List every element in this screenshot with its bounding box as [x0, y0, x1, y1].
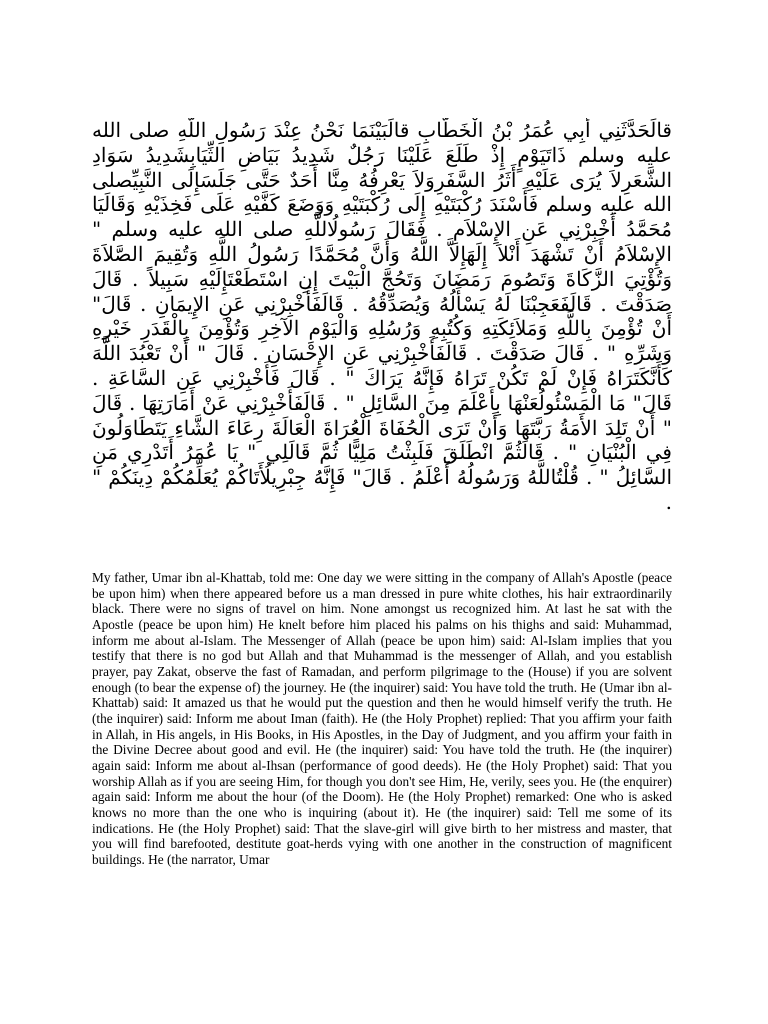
- arabic-hadith-text: قالَحَدَّثَنِي أَبِي عُمَرُ بْنُ الْخَطَّابِ قالَبَيْنَمَا نَحْنُ عِنْدَ رَسُولِ اللَّهِ صلى الله عليه وسلم ذَاتَيَوْمٍ إِذْ طَلَعَ عَلَيْنَا رَجُلٌ شَدِيدُ بَيَاضِ الثِّيَابِشَدِيدُ سَوَادِ الشَّعَرِلاَ يُرَى عَلَيْهِ أَثَرُ السَّفَرِوَلاَ يَعْرِفُهُ مِنَّا أَحَدٌ حَتَّى جَلَسَإِلَى النَّبِيِّصلى الله عليه وسلم فَأَسْنَدَ رُكْبَتَيْهِ إِلَى رُكْبَتَيْهِ وَوَضَعَ كَفَّيْهِ عَلَى فَخِذَيْهِ وَقَالَيَا مُحَمَّدُ أَخْبِرْنِي عَنِ الإِسْلاَمِ . فَقَالَ رَسُولُاللَّهِ صلى الله عليه وسلم " الإِسْلاَمُ أَنْ تَشْهَدَ أَنْلاَ إِلَهَإِلاَّ اللَّهُ وَأَنَّ مُحَمَّدًا رَسُولُ اللَّهِ وَتُقِيمَ الصَّلاَةَ وَتُؤْتِيَ الزَّكَاةَ وَتَصُومَ رَمَضَانَ وَتَحُجَّ الْبَيْتَ إِنِ اسْتَطَعْتَإِلَيْهِ سَبِيلاً . قَالَ صَدَقْتَ . قَالَفَعَجِبْنَا لَهُ يَسْأَلُهُ وَيُصَدِّقُهُ . قَالَفَأَخْبِرْنِي عَنِ الإِيمَانِ . قَالَ" أَنْ تُؤْمِنَ بِاللَّهِ وَمَلاَئِكَتِهِ وَكُتُبِهِ وَرُسُلِهِ وَالْيَوْمِ الآخِرِ وَتُؤْمِنَ بِالْقَدَرِ خَيْرِهِ وَشَرِّهِ " . قَالَ صَدَقْتَ . قَالَفَأَخْبِرْنِي عَنِ الإِحْسَانِ . قَالَ " أَنْ تَعْبُدَ اللَّهَ كَأَنَّكَتَرَاهُ فَإِنْ لَمْ تَكُنْ تَرَاهُ فَإِنَّهُ يَرَاكَ " . قَالَ فَأَخْبِرْنِي عَنِ السَّاعَةِ . قَالَ" مَا الْمَسْئُولُعَنْهَا بِأَعْلَمَ مِنَ السَّائِلِ " . قَالَفَأَخْبِرْنِي عَنْ أَمَارَتِهَا . قَالَ " أَنْ تَلِدَ الأَمَةُ رَبَّتَهَا وَأَنْ تَرَى الْحُفَاةَ الْعُرَاةَ الْعَالَةَ رِعَاءَ الشَّاءِ يَتَطَاوَلُونَ فِي الْبُنْيَانِ " . قَالَثُمَّ انْطَلَقَ فَلَبِثْتُ مَلِيًّا ثُمَّ قَالَلِي " يَا عُمَرُ أَتَدْرِي مَنِ السَّائِلُ " . قُلْتُاللَّهُ وَرَسُولُهُ أَعْلَمُ . قَالَ" فَإِنَّهُ جِبْرِيلُأَتَاكُمْ يُعَلِّمُكُمْ دِينَكُمْ " .: [92, 118, 672, 514]
- english-translation-text: My father, Umar ibn al-Khattab, told me: One day we were sitting in the company of Allah's Apostle (peace be upon him) when there appeared before us a man dressed in pure white clothes, his hair extraordinarily black. There were no signs of travel on him. None amongst us recognized him. At last he sat with the Apostle (peace be upon him) He knelt before him placed his palms on his thighs and said: Muhammad, inform me about al-Islam. The Messenger of Allah (peace be upon him) said: Al-Islam implies that you testify that there is no god but Allah and that Muhammad is the messenger of Allah, and you establish prayer, pay Zakat, observe the fast of Ramadan, and perform pilgrimage to the (House) if you are solvent enough (to bear the expense of) the journey. He (the inquirer) said: You have told the truth. He (Umar ibn al-Khattab) said: It amazed us that he would put the question and then he would himself verify the truth. He (the inquirer) said: Inform me about Iman (faith). He (the Holy Prophet) replied: That you affirm your faith in Allah, in His angels, in His Books, in His Apostles, in the Day of Judgment, and you affirm your faith in the Divine Decree about good and evil. He (the inquirer) said: You have told the truth. He (the inquirer) again said: Inform me about al-Ihsan (performance of good deeds). He (the Holy Prophet) said: That you worship Allah as if you are seeing Him, for though you don't see Him, He, verily, sees you. He (the enquirer) again said: Inform me about the hour (of the Doom). He (the Holy Prophet) remarked: One who is asked knows no more than the one who is inquiring (about it). He (the inquirer) said: Tell me some of its indications. He (the Holy Prophet) said: That the slave-girl will give birth to her mistress and master, that you will find barefooted, destitute goat-herds vying with one another in the construction of magnificent buildings. He (the narrator, Umar: [92, 570, 672, 867]
